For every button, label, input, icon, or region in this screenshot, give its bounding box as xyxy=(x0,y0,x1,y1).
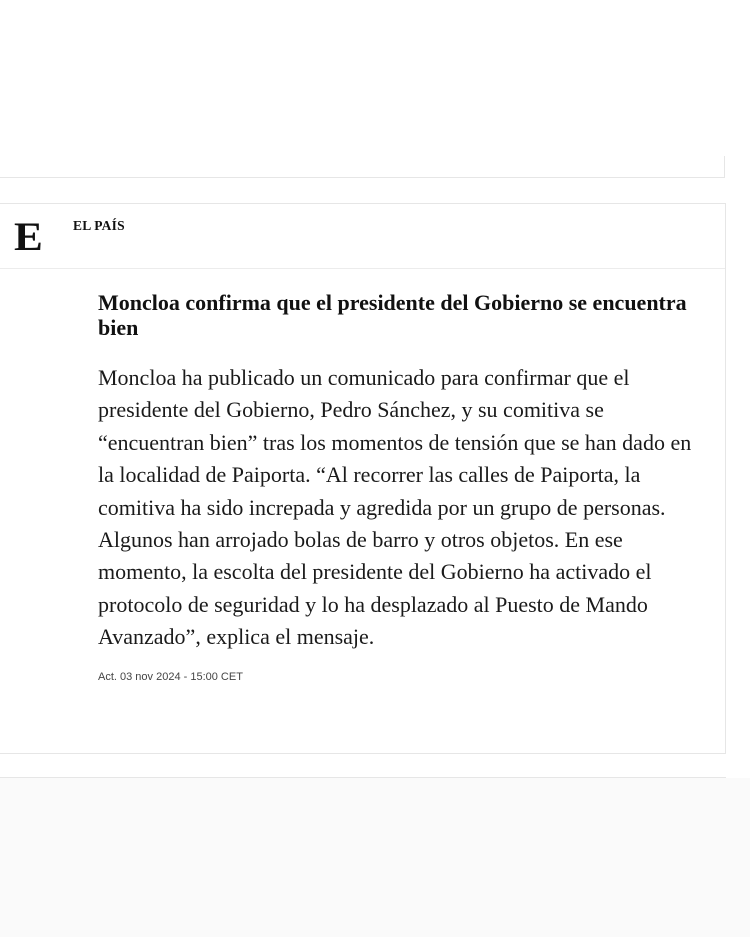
top-blank-area xyxy=(0,0,750,156)
article-headline: Moncloa confirma que el presidente del Gobierno se encuentra bien xyxy=(98,290,687,340)
card-header xyxy=(0,204,725,269)
bottom-blank-area xyxy=(0,778,750,937)
card-body xyxy=(98,290,710,683)
article-body: Moncloa ha publicado un comunicado para confirmar que el presidente del Gobierno, Pedro Sánchez, y su comitiva se “encuentran bien” tras los momentos de tensión que se han dado en la localidad de Paiporta. “Al recorrer las calles de Paiporta, la comitiva ha sido increpada y agredida por un grupo de personas. Algunos han arrojado bolas de barro y otros objetos. En ese momento, la escolta del presidente del Gobierno ha activado el protocolo de seguridad y lo ha desplazado al Puesto de Mando Avanzado”, explica el mensaje. xyxy=(98,365,692,650)
el-pais-logo-icon: E xyxy=(14,214,43,259)
live-update-card xyxy=(0,203,726,754)
update-timestamp: Act. 03 nov 2024 - 15:00 CET xyxy=(98,670,243,683)
previous-card-edge xyxy=(0,156,725,178)
source-name: EL PAÍS xyxy=(73,218,125,233)
